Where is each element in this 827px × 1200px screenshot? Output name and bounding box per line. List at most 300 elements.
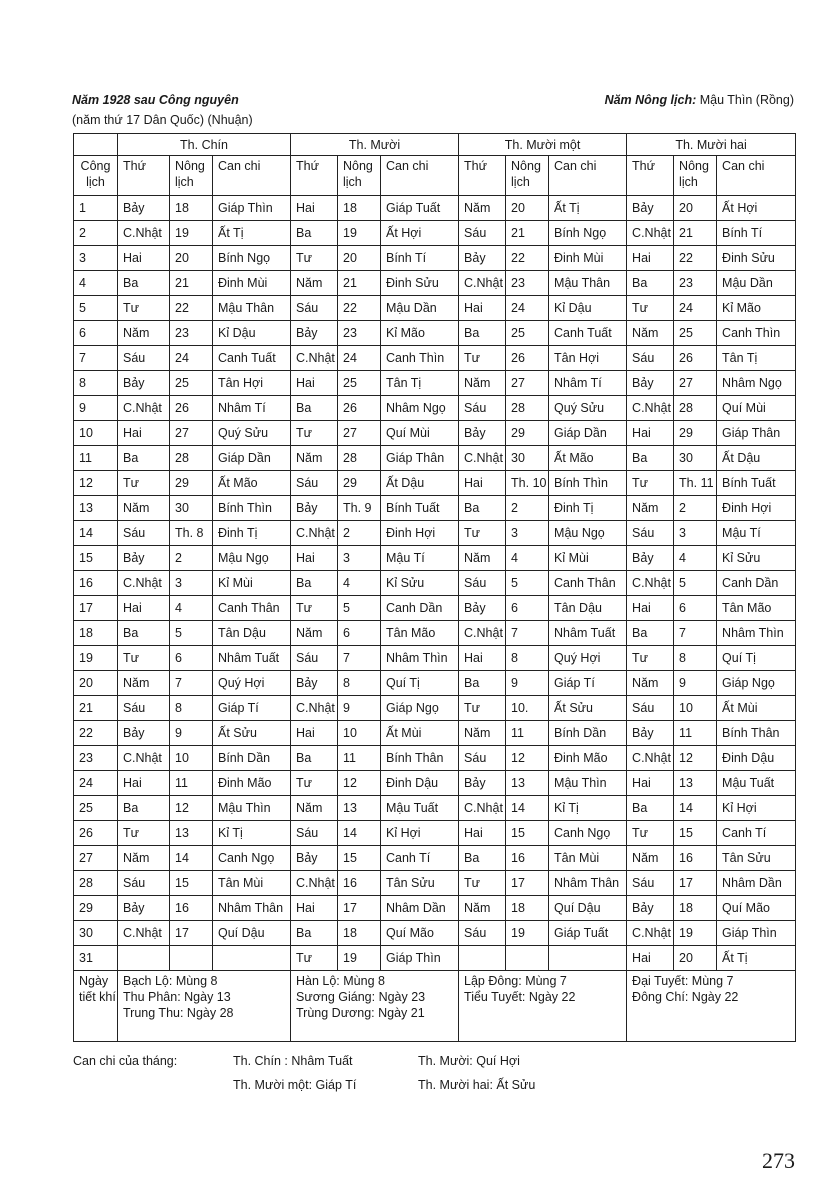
canchi-cell: Canh Tuất [549,321,627,346]
year-header [72,90,253,130]
lunar-day-cell: 9 [674,671,717,696]
col-header-can-chi: Can chi [549,156,627,196]
canchi-cell: Đinh Tị [213,521,291,546]
lunar-day-cell: 3 [506,521,549,546]
col-header-thu: Thứ [459,156,506,196]
lunar-day-cell: 28 [170,446,213,471]
weekday-cell: Sáu [291,821,338,846]
weekday-cell: Bảy [118,196,170,221]
canchi-cell: Kỉ Dậu [549,296,627,321]
table-row [74,396,796,421]
canchi-cell: Mậu Dần [381,296,459,321]
weekday-cell: Sáu [118,521,170,546]
lunar-day-cell: 10 [674,696,717,721]
lunar-year-value: Mậu Thìn (Rồng) [699,93,794,107]
lunar-day-cell: 25 [170,371,213,396]
weekday-cell: C.Nhật [118,571,170,596]
canchi-cell: Quý Sửu [213,421,291,446]
table-row [74,471,796,496]
col-header-thu: Thứ [291,156,338,196]
lunar-day-cell: 3 [674,521,717,546]
weekday-cell: Tư [291,421,338,446]
canchi-cell: Quí Dậu [213,921,291,946]
col-header-nong-lich: Nông lịch [338,156,381,196]
col-header-nong-lich: Nông lịch [506,156,549,196]
canchi-cell: Giáp Tí [549,671,627,696]
lunar-day-cell: 23 [170,321,213,346]
day-cell: 20 [74,671,118,696]
weekday-cell: Bảy [459,421,506,446]
lunar-day-cell: 17 [338,896,381,921]
lunar-day-cell: 5 [170,621,213,646]
canchi-cell: Mậu Dần [717,271,796,296]
day-cell: 15 [74,546,118,571]
lunar-day-cell: 20 [506,196,549,221]
weekday-cell: Năm [627,846,674,871]
weekday-cell: Tư [459,871,506,896]
lunar-day-cell: 21 [170,271,213,296]
canchi-cell: Canh Thìn [717,321,796,346]
lunar-day-cell: 9 [506,671,549,696]
lunar-day-cell: 11 [170,771,213,796]
solar-term: Bạch Lộ: Mùng 8 [123,974,218,988]
lunar-day-cell: 6 [506,596,549,621]
canchi-cell: Nhâm Thìn [717,621,796,646]
year-title: Năm 1928 sau Công nguyên [72,93,239,107]
canchi-cell: Ất Mão [213,471,291,496]
table-row [74,621,796,646]
canchi-cell: Giáp Tí [213,696,291,721]
lunar-day-cell: 12 [674,746,717,771]
canchi-cell: Canh Ngọ [549,821,627,846]
canchi-cell: Quí Dậu [549,896,627,921]
canchi-cell: Đinh Dậu [381,771,459,796]
weekday-cell: C.Nhật [291,871,338,896]
weekday-cell: Tư [627,821,674,846]
lunar-day-cell: 15 [674,821,717,846]
lunar-day-cell: 29 [338,471,381,496]
table-row [74,571,796,596]
canchi-cell: Bính Tuất [381,496,459,521]
weekday-cell: Tư [118,296,170,321]
table-row [74,296,796,321]
canchi-cell: Mậu Tuất [717,771,796,796]
weekday-cell: Bảy [627,721,674,746]
solar-terms-cell [459,971,627,1042]
weekday-cell: Hai [291,196,338,221]
weekday-cell: Sáu [627,871,674,896]
canchi-cell: Giáp Thân [717,421,796,446]
canchi-cell: Giáp Tuất [381,196,459,221]
canchi-cell: Đinh Mão [213,771,291,796]
canchi-cell: Giáp Dần [213,446,291,471]
canchi-cell: Canh Tuất [213,346,291,371]
solar-term: Sương Giáng: Ngày 23 [296,990,426,1004]
weekday-cell: Tư [291,946,338,971]
lunar-day-cell: 27 [338,421,381,446]
canchi-cell: Tân Dậu [213,621,291,646]
canchi-cell: Canh Ngọ [213,846,291,871]
lunar-day-cell: 25 [674,321,717,346]
lunar-day-cell: 24 [506,296,549,321]
weekday-cell: Ba [118,796,170,821]
table-row [74,546,796,571]
lunar-year-header [605,90,794,110]
lunar-day-cell: Th. 11 [674,471,717,496]
day-cell: 31 [74,946,118,971]
solar-term: Thu Phân: Ngày 13 [123,990,231,1004]
lunar-day-cell: 19 [170,221,213,246]
canchi-cell: Tân Mão [381,621,459,646]
lunar-day-cell: 29 [674,421,717,446]
weekday-cell: Ba [291,396,338,421]
lunar-day-cell: 19 [506,921,549,946]
canchi-cell: Nhâm Tuất [549,621,627,646]
weekday-cell: Năm [459,196,506,221]
lunar-day-cell: 10 [170,746,213,771]
solar-terms-cell [118,971,291,1042]
canchi-cell: Đinh Hợi [381,521,459,546]
lunar-day-cell: 15 [338,846,381,871]
lunar-day-cell: 18 [338,921,381,946]
weekday-cell: Hai [627,596,674,621]
weekday-cell: Năm [118,846,170,871]
lunar-day-cell: 11 [506,721,549,746]
table-row [74,721,796,746]
month-canchi-12: Th. Mười hai: Ất Sửu [418,1078,536,1092]
canchi-cell: Kỉ Hợi [717,796,796,821]
table-row [74,196,796,221]
day-cell: 11 [74,446,118,471]
canchi-cell: Đinh Sửu [381,271,459,296]
weekday-cell: Sáu [291,471,338,496]
weekday-cell: Sáu [459,746,506,771]
weekday-cell: Tư [118,471,170,496]
lunar-day-cell: 5 [674,571,717,596]
table-row [74,921,796,946]
weekday-cell: Sáu [291,646,338,671]
canchi-cell: Kỉ Mùi [549,546,627,571]
canchi-cell: Đinh Mão [549,746,627,771]
month-header: Th. Mười [291,134,459,156]
weekday-cell: Ba [459,846,506,871]
weekday-cell: Năm [627,496,674,521]
weekday-cell: Năm [627,671,674,696]
column-header-row [74,156,796,196]
weekday-cell: Năm [118,496,170,521]
canchi-cell: Đinh Mùi [549,246,627,271]
canchi-cell: Quí Mão [381,921,459,946]
weekday-cell: Năm [459,371,506,396]
lunar-day-cell: 8 [170,696,213,721]
weekday-cell: Sáu [627,696,674,721]
weekday-cell: Năm [291,446,338,471]
col-header-can-chi: Can chi [213,156,291,196]
lunar-day-cell: 24 [674,296,717,321]
weekday-cell: Sáu [291,296,338,321]
day-cell: 13 [74,496,118,521]
table-row [74,321,796,346]
canchi-cell: Tân Mão [717,596,796,621]
canchi-cell: Giáp Tuất [549,921,627,946]
lunar-day-cell: Th. 10 [506,471,549,496]
weekday-cell: Tư [291,246,338,271]
canchi-cell: Giáp Thìn [717,921,796,946]
col-header-thu: Thứ [627,156,674,196]
weekday-cell: C.Nhật [627,921,674,946]
weekday-cell: Hai [291,371,338,396]
weekday-cell: Bảy [459,246,506,271]
weekday-cell: C.Nhật [291,696,338,721]
solar-term: Lập Đông: Mùng 7 [464,974,567,988]
col-header-nong-lich: Nông lịch [170,156,213,196]
canchi-cell: Tân Tị [381,371,459,396]
lunar-day-cell: 9 [338,696,381,721]
day-cell: 8 [74,371,118,396]
canchi-cell: Quí Tị [381,671,459,696]
weekday-cell: Bảy [627,196,674,221]
lunar-day-cell: 12 [338,771,381,796]
weekday-cell [118,946,170,971]
canchi-cell: Ất Hợi [381,221,459,246]
lunar-day-cell: 6 [170,646,213,671]
lunar-day-cell: 22 [674,246,717,271]
weekday-cell: Ba [627,271,674,296]
lunar-day-cell: 4 [170,596,213,621]
col-header-can-chi: Can chi [381,156,459,196]
canchi-cell: Giáp Ngọ [381,696,459,721]
canchi-cell: Nhâm Ngọ [717,371,796,396]
canchi-cell: Bính Tí [717,221,796,246]
weekday-cell: Ba [118,271,170,296]
weekday-cell: C.Nhật [627,396,674,421]
weekday-cell [459,946,506,971]
day-cell: 16 [74,571,118,596]
weekday-cell: Ba [627,796,674,821]
day-cell: 30 [74,921,118,946]
weekday-cell: Ba [291,571,338,596]
canchi-cell: Mậu Thân [549,271,627,296]
table-row [74,246,796,271]
canchi-cell: Mậu Ngọ [549,521,627,546]
canchi-cell: Giáp Thân [381,446,459,471]
canchi-cell: Canh Tí [717,821,796,846]
lunar-day-cell: 25 [338,371,381,396]
weekday-cell: Hai [291,721,338,746]
lunar-day-cell: 8 [506,646,549,671]
table-row [74,896,796,921]
canchi-cell: Bính Thìn [549,471,627,496]
canchi-cell: Tân Hợi [549,346,627,371]
lunar-day-cell: 16 [674,846,717,871]
weekday-cell: Bảy [291,671,338,696]
lunar-day-cell: 26 [338,396,381,421]
weekday-cell: Hai [118,421,170,446]
lunar-day-cell: 18 [674,896,717,921]
canchi-cell: Nhâm Thìn [381,646,459,671]
weekday-cell: Bảy [118,546,170,571]
weekday-cell: Năm [459,896,506,921]
canchi-cell: Quý Hợi [549,646,627,671]
lunar-day-cell: 10. [506,696,549,721]
day-cell: 7 [74,346,118,371]
canchi-cell: Kỉ Dậu [213,321,291,346]
weekday-cell: Hai [459,646,506,671]
lunar-day-cell: 15 [170,871,213,896]
lunar-day-cell: 18 [170,196,213,221]
table-row [74,796,796,821]
year-subtitle: (năm thứ 17 Dân Quốc) (Nhuận) [72,113,253,127]
weekday-cell: Tư [291,596,338,621]
lunar-day-cell: 20 [674,196,717,221]
canchi-cell: Giáp Dần [549,421,627,446]
month-header: Th. Mười một [459,134,627,156]
weekday-cell: Ba [459,671,506,696]
weekday-cell: Bảy [291,846,338,871]
month-header: Th. Chín [118,134,291,156]
day-cell: 26 [74,821,118,846]
canchi-cell: Nhâm Thân [549,871,627,896]
canchi-cell: Nhâm Thân [213,896,291,921]
canchi-cell: Kỉ Sửu [717,546,796,571]
weekday-cell: Sáu [627,346,674,371]
canchi-cell: Bính Thân [717,721,796,746]
canchi-cell: Mậu Tuất [381,796,459,821]
canchi-cell: Bính Thân [381,746,459,771]
solar-term: Đại Tuyết: Mùng 7 [632,974,734,988]
canchi-cell: Ất Dậu [381,471,459,496]
weekday-cell: Năm [118,671,170,696]
lunar-day-cell: 13 [170,821,213,846]
table-row [74,221,796,246]
table-row [74,596,796,621]
lunar-day-cell: 30 [170,496,213,521]
weekday-cell: Tư [291,771,338,796]
canchi-cell: Canh Dần [381,596,459,621]
canchi-cell: Giáp Ngọ [717,671,796,696]
table-row [74,271,796,296]
table-row [74,846,796,871]
canchi-cell: Bính Thìn [213,496,291,521]
canchi-cell: Tân Mùi [549,846,627,871]
weekday-cell: Hai [627,246,674,271]
day-cell: 14 [74,521,118,546]
canchi-cell: Đinh Dậu [717,746,796,771]
day-cell: 25 [74,796,118,821]
lunar-day-cell: 6 [674,596,717,621]
lunar-day-cell: 14 [674,796,717,821]
lunar-day-cell: 27 [674,371,717,396]
lunar-day-cell: 30 [506,446,549,471]
weekday-cell: C.Nhật [291,346,338,371]
weekday-cell: C.Nhật [459,796,506,821]
canchi-cell: Bính Ngọ [213,246,291,271]
weekday-cell: Năm [459,721,506,746]
canchi-cell: Nhâm Dần [381,896,459,921]
lunar-day-cell: 16 [170,896,213,921]
weekday-cell: Hai [459,296,506,321]
table-row [74,446,796,471]
weekday-cell: Hai [627,946,674,971]
weekday-cell: C.Nhật [627,221,674,246]
lunar-day-cell: 26 [674,346,717,371]
lunar-day-cell: 22 [506,246,549,271]
lunar-day-cell: 18 [338,196,381,221]
lunar-day-cell: Th. 9 [338,496,381,521]
weekday-cell: Sáu [118,871,170,896]
table-row [74,521,796,546]
canchi-cell: Ất Tị [549,196,627,221]
canchi-cell: Ất Mùi [717,696,796,721]
solar-term: Hàn Lộ: Mùng 8 [296,974,385,988]
day-cell: 5 [74,296,118,321]
weekday-cell: Hai [118,771,170,796]
lunar-day-cell: 5 [338,596,381,621]
weekday-cell: Hai [627,771,674,796]
page-number: 273 [762,1148,795,1173]
day-cell: 10 [74,421,118,446]
lunar-day-cell: 23 [338,321,381,346]
weekday-cell: Bảy [118,371,170,396]
lunar-day-cell: 4 [506,546,549,571]
canchi-cell: Quí Mão [717,896,796,921]
lunar-day-cell: 12 [170,796,213,821]
weekday-cell: Năm [291,271,338,296]
lunar-day-cell: 2 [674,496,717,521]
weekday-cell: C.Nhật [291,521,338,546]
col-header-thu: Thứ [118,156,170,196]
weekday-cell: Sáu [459,396,506,421]
day-cell: 28 [74,871,118,896]
lunar-day-cell: 26 [170,396,213,421]
lunar-day-cell: 6 [338,621,381,646]
weekday-cell: Bảy [627,546,674,571]
lunar-day-cell: 17 [506,871,549,896]
weekday-cell: Sáu [627,521,674,546]
canchi-cell: Nhâm Tí [549,371,627,396]
lunar-day-cell: 20 [674,946,717,971]
lunar-day-cell: 29 [506,421,549,446]
weekday-cell: Sáu [459,221,506,246]
weekday-cell: Ba [291,921,338,946]
lunar-day-cell: 17 [674,871,717,896]
weekday-cell: C.Nhật [627,571,674,596]
table-row [74,646,796,671]
month-canchi-label: Can chi của tháng: [73,1054,178,1068]
canchi-cell: Tân Sửu [381,871,459,896]
weekday-cell: Năm [118,321,170,346]
lunar-day-cell: 20 [170,246,213,271]
canchi-cell: Đinh Hợi [717,496,796,521]
lunar-day-cell: 8 [338,671,381,696]
month-canchi-10: Th. Mười: Quí Hợi [418,1054,520,1068]
lunar-day-cell: 20 [338,246,381,271]
weekday-cell: Hai [118,246,170,271]
canchi-cell: Nhâm Tí [213,396,291,421]
lunar-day-cell: 13 [506,771,549,796]
table-row [74,671,796,696]
weekday-cell: Ba [118,446,170,471]
weekday-cell: C.Nhật [459,446,506,471]
table-row [74,821,796,846]
canchi-cell: Kỉ Mão [381,321,459,346]
weekday-cell: Hai [459,471,506,496]
weekday-cell: Tư [459,521,506,546]
day-cell: 1 [74,196,118,221]
lunar-day-cell: 17 [170,921,213,946]
lunar-day-cell: 7 [170,671,213,696]
canchi-cell: Canh Thân [549,571,627,596]
